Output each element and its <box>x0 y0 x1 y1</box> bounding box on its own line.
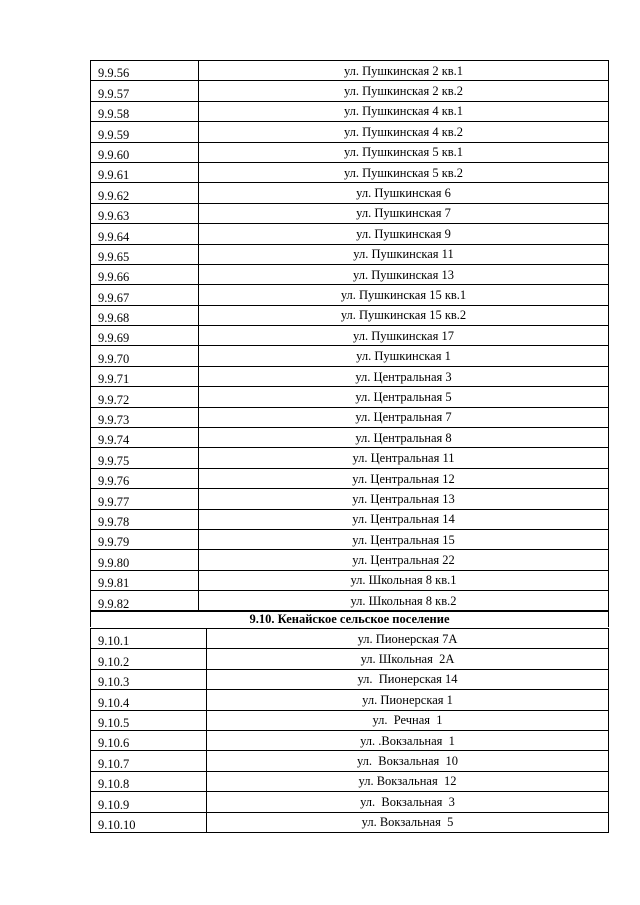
table-row <box>91 122 609 142</box>
table-row <box>91 710 609 730</box>
table-row <box>91 489 609 509</box>
row-address: ул. Центральная 12 <box>199 468 609 488</box>
row-address: ул. Центральная 8 <box>199 428 609 448</box>
table-row <box>91 730 609 750</box>
row-number: 9.9.69 <box>91 326 199 346</box>
table-row <box>91 346 609 366</box>
row-address: ул. Пушкинская 4 кв.2 <box>199 122 609 142</box>
row-number: 9.9.70 <box>91 346 199 366</box>
row-address: ул. Пушкинская 13 <box>199 264 609 284</box>
row-number: 9.9.62 <box>91 183 199 203</box>
table-row <box>91 264 609 284</box>
row-address: ул. Пушкинская 2 кв.1 <box>199 61 609 81</box>
row-number: 9.9.82 <box>91 591 199 611</box>
table-row <box>91 751 609 771</box>
row-address: ул. Вокзальная 3 <box>207 792 609 812</box>
row-number: 9.9.56 <box>91 61 199 81</box>
row-address: ул. Пушкинская 11 <box>199 244 609 264</box>
row-number: 9.9.64 <box>91 224 199 244</box>
row-number: 9.10.5 <box>91 710 207 730</box>
row-address: ул. Центральная 13 <box>199 489 609 509</box>
table-row <box>91 629 609 649</box>
row-number: 9.9.77 <box>91 489 199 509</box>
table-row <box>91 183 609 203</box>
row-number: 9.9.57 <box>91 81 199 101</box>
table-row <box>91 448 609 468</box>
table-row <box>91 203 609 223</box>
row-number: 9.9.78 <box>91 509 199 529</box>
table-row <box>91 669 609 689</box>
table-row <box>91 285 609 305</box>
table-row <box>91 649 609 669</box>
row-address: ул. Школьная 2А <box>207 649 609 669</box>
row-address: ул. Пушкинская 5 кв.2 <box>199 162 609 182</box>
row-address: ул. Вокзальная 10 <box>207 751 609 771</box>
row-address: ул. Пушкинская 15 кв.2 <box>199 305 609 325</box>
row-number: 9.9.68 <box>91 305 199 325</box>
row-number: 9.9.58 <box>91 101 199 121</box>
table-row <box>91 570 609 590</box>
row-address: ул. Школьная 8 кв.2 <box>199 591 609 611</box>
row-number: 9.9.71 <box>91 366 199 386</box>
row-number: 9.9.80 <box>91 550 199 570</box>
row-number: 9.10.2 <box>91 649 207 669</box>
table-row <box>91 326 609 346</box>
table-row <box>91 428 609 448</box>
row-number: 9.9.65 <box>91 244 199 264</box>
row-address: ул. Пушкинская 15 кв.1 <box>199 285 609 305</box>
table-body <box>91 629 609 833</box>
table-row <box>91 101 609 121</box>
row-number: 9.10.10 <box>91 812 207 832</box>
table-row <box>91 142 609 162</box>
row-number: 9.10.4 <box>91 690 207 710</box>
row-number: 9.9.59 <box>91 122 199 142</box>
row-address: ул. Пионерская 7А <box>207 629 609 649</box>
row-address: ул. Речная 1 <box>207 710 609 730</box>
row-number: 9.10.3 <box>91 669 207 689</box>
table-row <box>91 812 609 832</box>
table-row <box>91 509 609 529</box>
row-number: 9.10.1 <box>91 629 207 649</box>
row-address: ул. Пушкинская 2 кв.2 <box>199 81 609 101</box>
table-row <box>91 550 609 570</box>
row-address: ул. Школьная 8 кв.1 <box>199 570 609 590</box>
table-row <box>91 244 609 264</box>
row-address: ул. Пушкинская 17 <box>199 326 609 346</box>
row-address: ул. Центральная 3 <box>199 366 609 386</box>
row-address: ул. Центральная 14 <box>199 509 609 529</box>
table-row <box>91 407 609 427</box>
row-number: 9.9.73 <box>91 407 199 427</box>
row-number: 9.9.76 <box>91 468 199 488</box>
address-table-section-9-10 <box>90 628 609 833</box>
table-row <box>91 792 609 812</box>
row-address: ул. Центральная 7 <box>199 407 609 427</box>
row-number: 9.9.72 <box>91 387 199 407</box>
table-row <box>91 224 609 244</box>
row-number: 9.10.6 <box>91 730 207 750</box>
row-number: 9.9.60 <box>91 142 199 162</box>
row-address: ул. Пушкинская 5 кв.1 <box>199 142 609 162</box>
row-address: ул. Вокзальная 12 <box>207 771 609 791</box>
row-number: 9.10.8 <box>91 771 207 791</box>
section-heading <box>90 610 609 627</box>
table-row <box>91 771 609 791</box>
table-row <box>91 305 609 325</box>
table-row <box>91 468 609 488</box>
table-row <box>91 366 609 386</box>
row-address: ул. Пионерская 1 <box>207 690 609 710</box>
table-row <box>91 81 609 101</box>
table-row <box>91 162 609 182</box>
row-number: 9.9.81 <box>91 570 199 590</box>
row-number: 9.9.63 <box>91 203 199 223</box>
table-row <box>91 591 609 611</box>
row-address: ул. Пушкинская 6 <box>199 183 609 203</box>
address-table-section-9-9 <box>90 60 609 612</box>
row-number: 9.9.67 <box>91 285 199 305</box>
section-heading-text: 9.10. Кенайское сельское поселение <box>249 612 450 626</box>
table-row <box>91 387 609 407</box>
row-address: ул. Пионерская 14 <box>207 669 609 689</box>
row-number: 9.9.75 <box>91 448 199 468</box>
row-number: 9.10.9 <box>91 792 207 812</box>
row-address: ул. Центральная 15 <box>199 529 609 549</box>
row-number: 9.10.7 <box>91 751 207 771</box>
table-row <box>91 529 609 549</box>
row-address: ул. Центральная 22 <box>199 550 609 570</box>
row-address: ул. Пушкинская 9 <box>199 224 609 244</box>
row-number: 9.9.79 <box>91 529 199 549</box>
row-number: 9.9.74 <box>91 428 199 448</box>
row-address: ул. Центральная 11 <box>199 448 609 468</box>
row-address: ул. Пушкинская 7 <box>199 203 609 223</box>
row-address: ул. Вокзальная 5 <box>207 812 609 832</box>
row-address: ул. Пушкинская 4 кв.1 <box>199 101 609 121</box>
row-number: 9.9.61 <box>91 162 199 182</box>
row-address: ул. Пушкинская 1 <box>199 346 609 366</box>
row-address: ул. Центральная 5 <box>199 387 609 407</box>
row-number: 9.9.66 <box>91 264 199 284</box>
table-body <box>91 61 609 612</box>
table-row <box>91 61 609 81</box>
table-row <box>91 690 609 710</box>
row-address: ул. .Вокзальная 1 <box>207 730 609 750</box>
